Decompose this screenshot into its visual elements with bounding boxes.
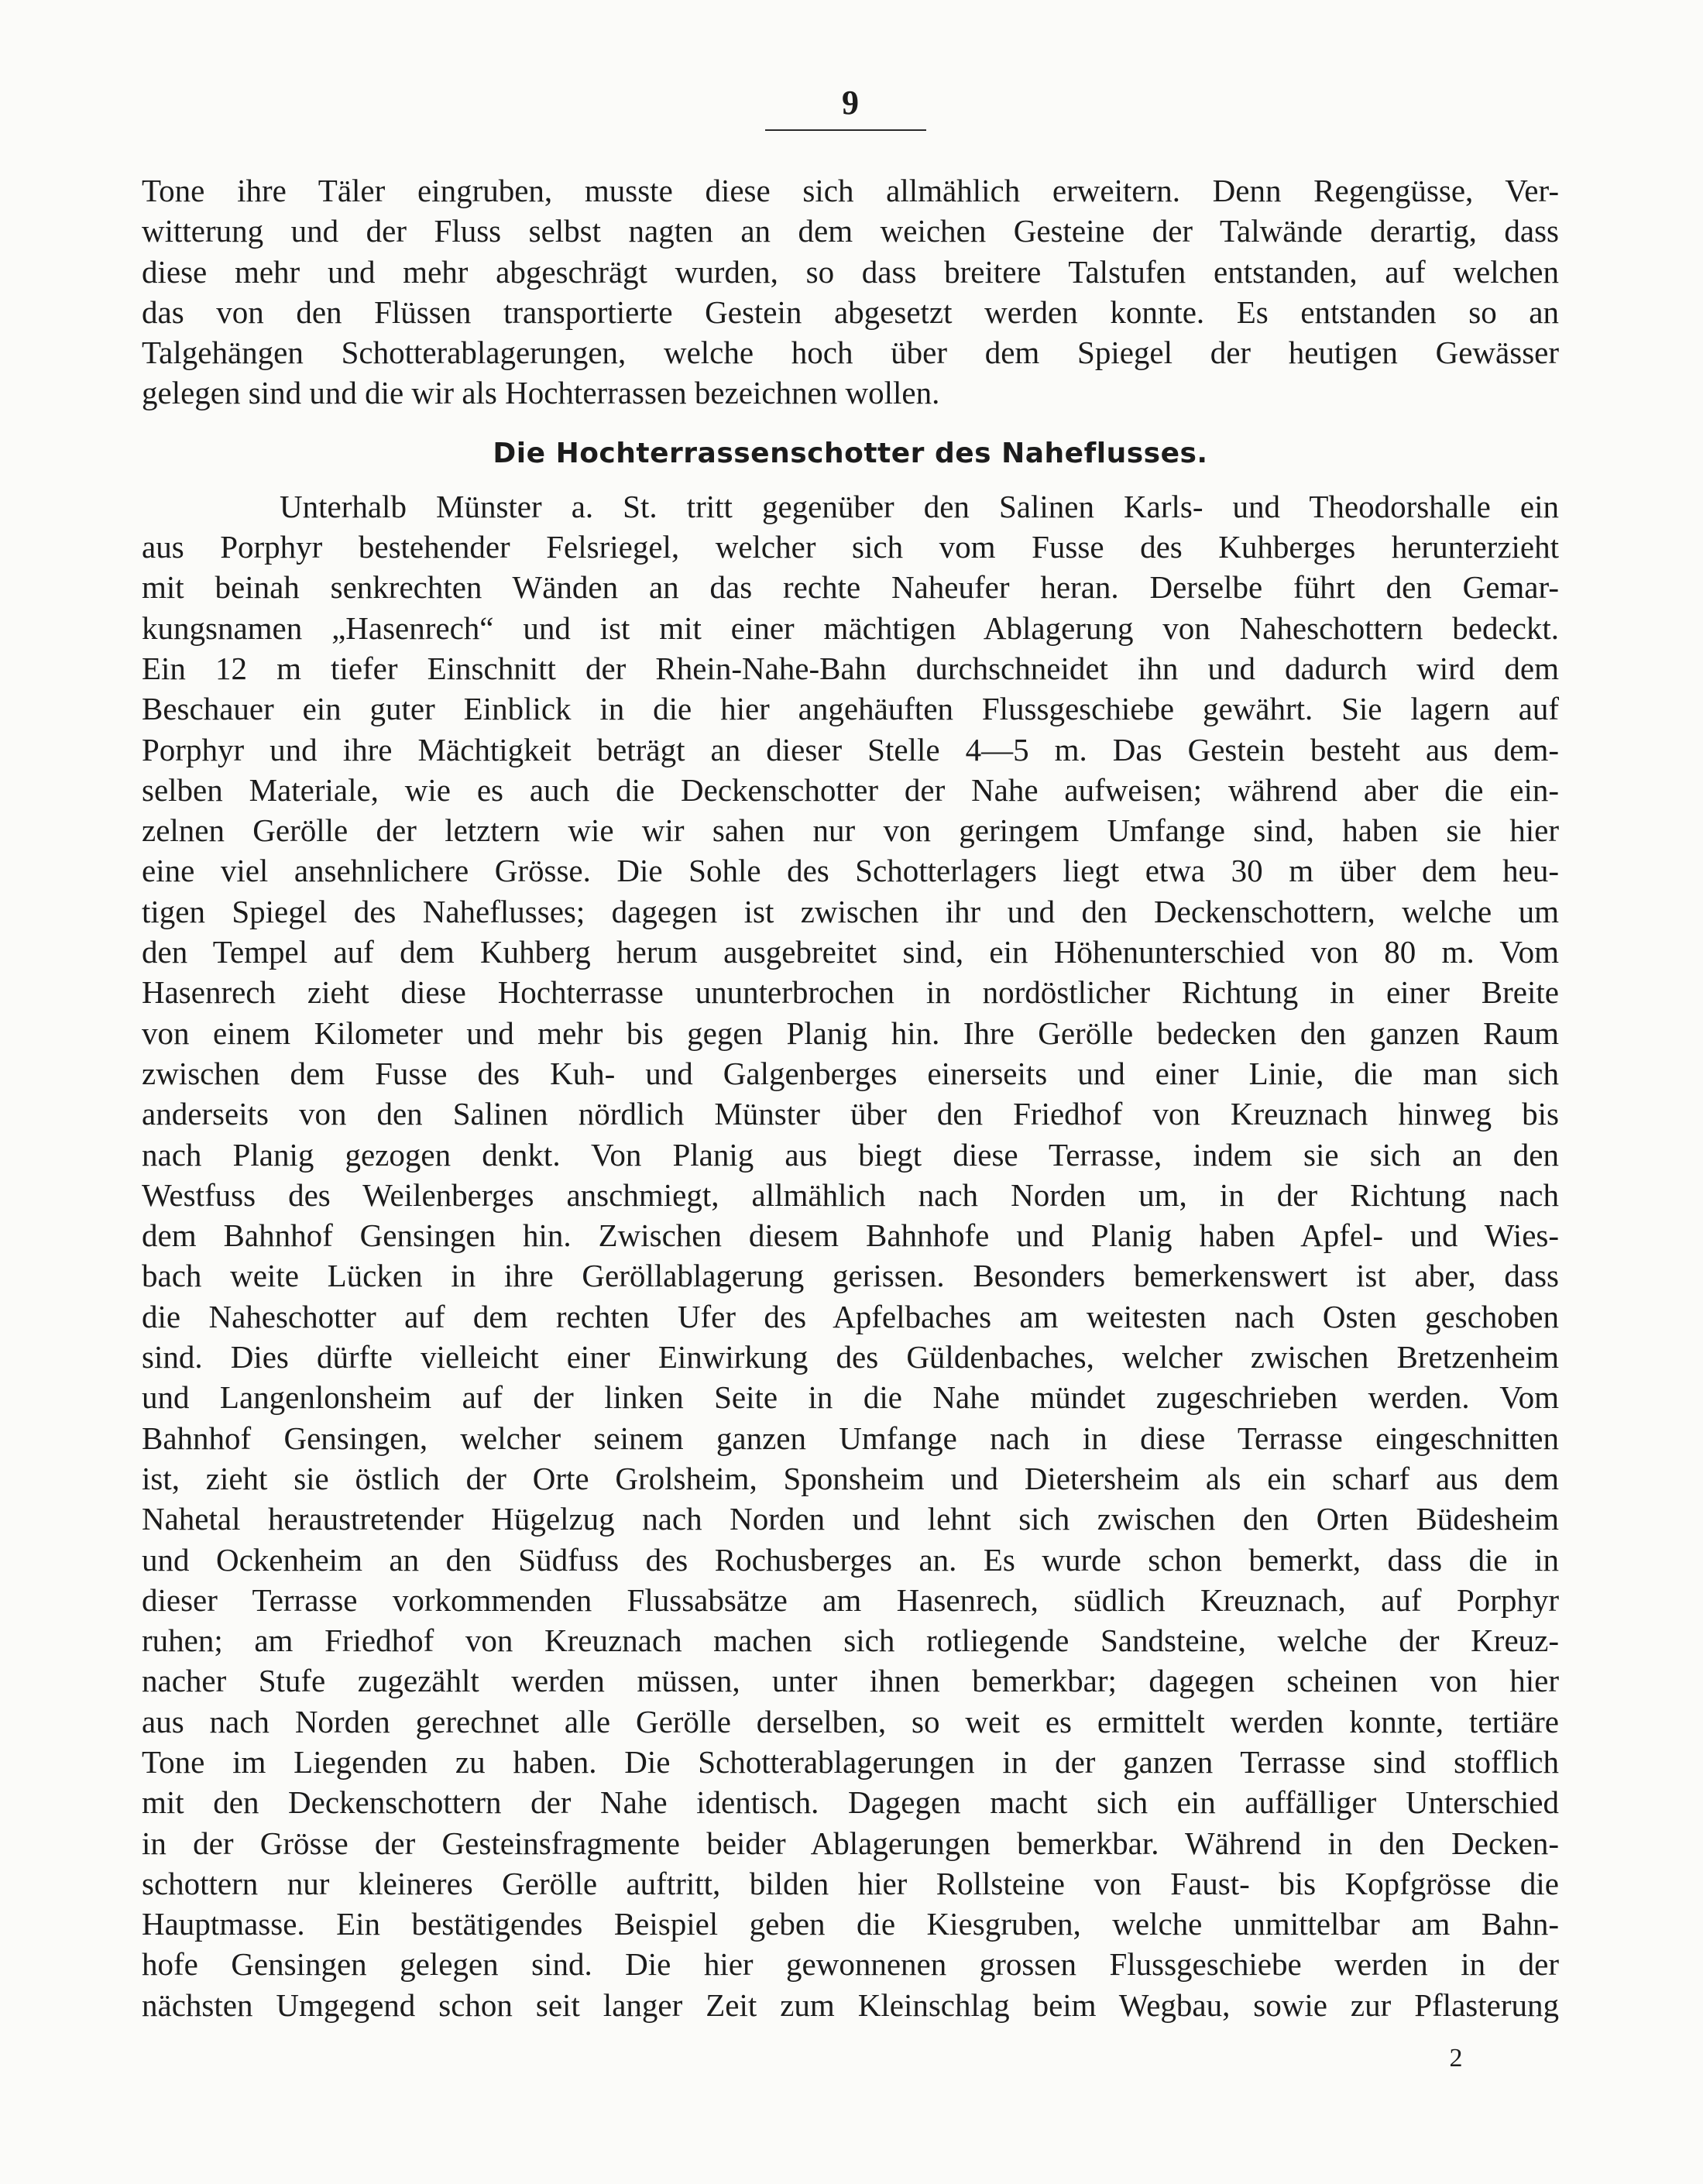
text-line: Nahetal heraustretender Hügelzug nach Norden und lehnt sich zwischen den Orten Büdesheim <box>142 1501 1559 1537</box>
text-line: Westfuss des Weilenberges anschmiegt, allmählich nach Norden um, in der Richtung nach <box>142 1176 1559 1213</box>
text-line: Unterhalb Münster a. St. tritt gegenüber den Salinen Karls- und Theodorshalle ein <box>280 488 1559 524</box>
text-line: diese mehr und mehr abgeschrägt wurden, so dass breitere Talstufen entstanden, auf welchen <box>142 253 1559 290</box>
text-line: die Naheschotter auf dem rechten Ufer des Apfelbaches am weitesten nach Osten geschoben <box>142 1298 1559 1334</box>
text-line: aus nach Norden gerechnet alle Gerölle derselben, so weit es ermittelt werden konnte, tertiäre <box>142 1703 1559 1739</box>
text-line: mit beinah senkrechten Wänden an das rechte Naheufer heran. Derselbe führt den Gemar- <box>142 569 1559 606</box>
text-line: nacher Stufe zugezählt werden müssen, unter ihnen bemerkbar; dagegen scheinen von hier <box>142 1663 1559 1699</box>
text-line: ist, zieht sie östlich der Orte Grolsheim, Sponsheim und Dietersheim als ein scharf aus dem <box>142 1460 1559 1496</box>
text-line: Ein 12 m tiefer Einschnitt der Rhein-Nahe-Bahn durchschneidet ihn und dadurch wird dem <box>142 650 1559 686</box>
signature-mark: 2 <box>1449 2044 1463 2072</box>
text-line: dieser Terrasse vorkommenden Flussabsätze am Hasenrech, südlich Kreuznach, auf Porphyr <box>142 1581 1559 1618</box>
text-line: in der Grösse der Gesteinsfragmente beider Ablagerungen bemerkbar. Während in den Decken- <box>142 1825 1559 1861</box>
text-line: Hauptmasse. Ein bestätigendes Beispiel geben die Kiesgruben, welche unmittelbar am Bahn- <box>142 1906 1559 1942</box>
text-line: Porphyr und ihre Mächtigkeit beträgt an dieser Stelle 4—5 m. Das Gestein besteht aus dem- <box>142 731 1559 767</box>
text-line: zwischen dem Fusse des Kuh- und Galgenberges einerseits und einer Linie, die man sich <box>142 1055 1559 1091</box>
page-number: 9 <box>842 84 859 122</box>
page-number-rule <box>765 129 926 131</box>
body-text <box>142 170 1559 2025</box>
text-line: sind. Dies dürfte vielleicht einer Einwirkung des Güldenbaches, welcher zwischen Bretzenheim <box>142 1339 1559 1375</box>
text-line: das von den Flüssen transportierte Gestein abgesetzt werden konnte. Es entstanden so an <box>142 294 1559 330</box>
text-line: Hasenrech zieht diese Hochterrasse ununterbrochen in nordöstlicher Richtung in einer Breite <box>142 974 1559 1011</box>
text-line: hofe Gensingen gelegen sind. Die hier gewonnenen grossen Flussgeschiebe werden in der <box>142 1946 1559 1983</box>
text-line: Talgehängen Schotterablagerungen, welche hoch über dem Spiegel der heutigen Gewässer <box>142 335 1559 371</box>
text-line: selben Materiale, wie es auch die Deckenschotter der Nahe aufweisen; während aber die ein- <box>142 771 1559 808</box>
text-line: gelegen sind und die wir als Hochterrassen bezeichnen wollen. <box>142 375 940 411</box>
section-paragraph <box>142 486 1559 2025</box>
text-line: bach weite Lücken in ihre Geröllablagerung gerissen. Besonders bemerkenswert ist aber, dass <box>142 1258 1559 1294</box>
text-line: tigen Spiegel des Naheflusses; dagegen ist zwischen ihr und den Deckenschottern, welche um <box>142 893 1559 929</box>
text-line: dem Bahnhof Gensingen hin. Zwischen diesem Bahnhofe und Planig haben Apfel- und Wies- <box>142 1217 1559 1254</box>
text-line: zelnen Gerölle der letztern wie wir sahen nur von geringem Umfange sind, haben sie hier <box>142 812 1559 849</box>
text-line: von einem Kilometer und mehr bis gegen Planig hin. Ihre Gerölle bedecken den ganzen Raum <box>142 1015 1559 1051</box>
text-line: und Ockenheim an den Südfuss des Rochusberges an. Es wurde schon bemerkt, dass die in <box>142 1541 1559 1578</box>
text-line: nächsten Umgegend schon seit langer Zeit zum Kleinschlag beim Wegbau, sowie zur Pflasterung <box>142 1987 1559 2023</box>
text-line: eine viel ansehnlichere Grösse. Die Sohle des Schotterlagers liegt etwa 30 m über dem heu- <box>142 853 1559 889</box>
text-line: Tone im Liegenden zu haben. Die Schotterablagerungen in der ganzen Terrasse sind stofflich <box>142 1743 1559 1780</box>
text-line: und Langenlonsheim auf der linken Seite in die Nahe mündet zugeschrieben werden. Vom <box>142 1379 1559 1416</box>
section-heading: Die Hochterrassenschotter des Naheflusses. <box>493 437 1208 469</box>
intro-paragraph <box>142 170 1559 414</box>
text-line: den Tempel auf dem Kuhberg herum ausgebreitet sind, ein Höhenunterschied von 80 m. Vom <box>142 934 1559 970</box>
text-line: Bahnhof Gensingen, welcher seinem ganzen Umfange nach in diese Terrasse eingeschnitten <box>142 1420 1559 1456</box>
text-line: nach Planig gezogen denkt. Von Planig aus biegt diese Terrasse, indem sie sich an den <box>142 1136 1559 1173</box>
text-line: Beschauer ein guter Einblick in die hier angehäuften Flussgeschiebe gewährt. Sie lagern auf <box>142 691 1559 727</box>
text-line: kungsnamen „Hasenrech“ und ist mit einer mächtigen Ablagerung von Naheschottern bedeckt. <box>142 610 1559 646</box>
text-line: witterung und der Fluss selbst nagten an dem weichen Gesteine der Talwände derartig, dass <box>142 213 1559 249</box>
text-line: mit den Deckenschottern der Nahe identisch. Dagegen macht sich ein auffälliger Unterschied <box>142 1784 1559 1821</box>
text-line: anderseits von den Salinen nördlich Münster über den Friedhof von Kreuznach hinweg bis <box>142 1096 1559 1132</box>
text-line: aus Porphyr bestehender Felsriegel, welcher sich vom Fusse des Kuhberges herunterzieht <box>142 529 1559 565</box>
text-line: schottern nur kleineres Gerölle auftritt, bilden hier Rollsteine von Faust- bis Kopfgrösse die <box>142 1865 1559 1901</box>
text-line: ruhen; am Friedhof von Kreuznach machen sich rotliegende Sandsteine, welche der Kreuz- <box>142 1623 1559 1659</box>
text-line: Tone ihre Täler eingruben, musste diese sich allmählich erweitern. Denn Regengüsse, Ver- <box>142 173 1559 208</box>
